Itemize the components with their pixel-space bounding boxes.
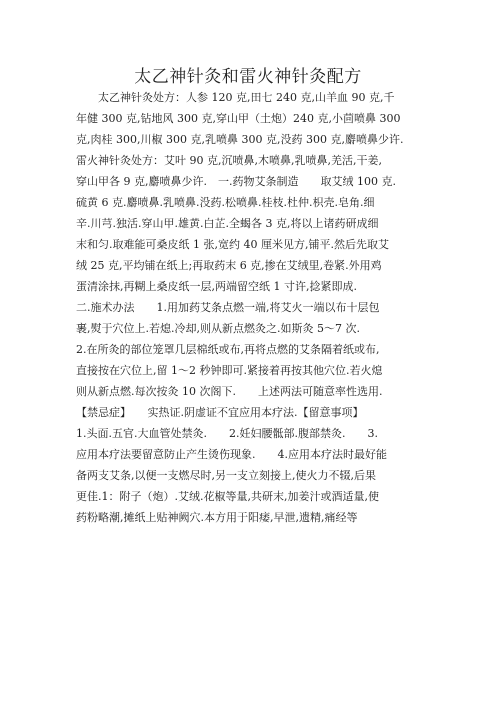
text-line: 则从新点燃.每次按灸 10 次阁下. 上述两法可随意率性选用. — [76, 385, 383, 398]
text-line: 更佳.1：附子（炮）.艾绒.花椒等量,共研末,加姜汁或酒适量,使 — [76, 490, 379, 503]
text-line: 2.在所灸的部位笼罩几层棉纸或布,再将点燃的艾条隔着纸或布, — [76, 343, 380, 356]
text-line: 蛋清涂抹,再糊上桑皮纸一层,两端留空纸 1 寸许,捻紧即成. — [76, 280, 357, 293]
text-line: 太乙神针灸处方：人参 120 克,田七 240 克,山羊血 90 克,千 — [76, 91, 395, 104]
document-title: 太乙神针灸和雷火神针灸配方 — [134, 67, 362, 87]
text-line: 绒 25 克,平均铺在纸上;再取药末 6 克,掺在艾绒里,卷紧.外用鸡 — [76, 259, 382, 272]
text-line: 备两支艾条,以便一支燃尽时,另一支立刻接上,使火力不辍,后果 — [76, 469, 376, 482]
text-line: 克,肉桂 300,川椒 300 克,乳喷鼻 300 克,没药 300 克,麝喷鼻少许. — [76, 133, 404, 146]
text-line: 1.头面.五官.大血管处禁灸. 2.妊妇腰骶部.腹部禁灸. 3. — [76, 427, 378, 440]
text-line: 年健 300 克,钻地风 300 克,穿山甲（土炮）240 克,小茴喷鼻 300 — [76, 112, 401, 125]
text-line: 裹,熨于穴位上.若熄.冷却,则从新点燃灸之.如斯灸 5～7 次. — [76, 322, 360, 335]
text-line: 辛.川芎.独活.穿山甲.雄黄.白芷.全蝎各 3 克,将以上诸药研成细 — [76, 217, 379, 230]
text-line: 药粉略潮,摊纸上贴神阙穴.本方用于阳痿,早泄,遗精,痛经等 — [76, 511, 358, 524]
text-line: 硫黄 6 克.麝喷鼻.乳喷鼻.没药.松喷鼻.桂枝.杜仲.枳壳.皂角.细 — [76, 196, 375, 209]
text-line: 【禁忌症】 实热证.阴虚证不宜应用本疗法.【留意事项】 — [76, 406, 364, 419]
text-line: 末和匀.取难能可桑皮纸 1 张,宽约 40 厘米见方,铺平.然后先取艾 — [76, 238, 389, 251]
text-line: 穿山甲各 9 克,麝喷鼻少许. 一.药物艾条制造 取艾绒 100 克. — [76, 175, 396, 188]
text-line: 二.施术办法 1.用加药艾条点燃一端,将艾火一端以布十层包 — [76, 301, 380, 314]
text-line: 雷火神针灸处方：艾叶 90 克,沉喷鼻,木喷鼻,乳喷鼻,羌活,干姜, — [76, 154, 382, 167]
text-line: 应用本疗法要留意防止产生烫伤现象. 4.应用本疗法时最好能 — [76, 448, 387, 461]
text-line: 直接按在穴位上,留 1～2 秒钟即可.紧接着再按其他穴位.若火熄 — [76, 364, 383, 377]
